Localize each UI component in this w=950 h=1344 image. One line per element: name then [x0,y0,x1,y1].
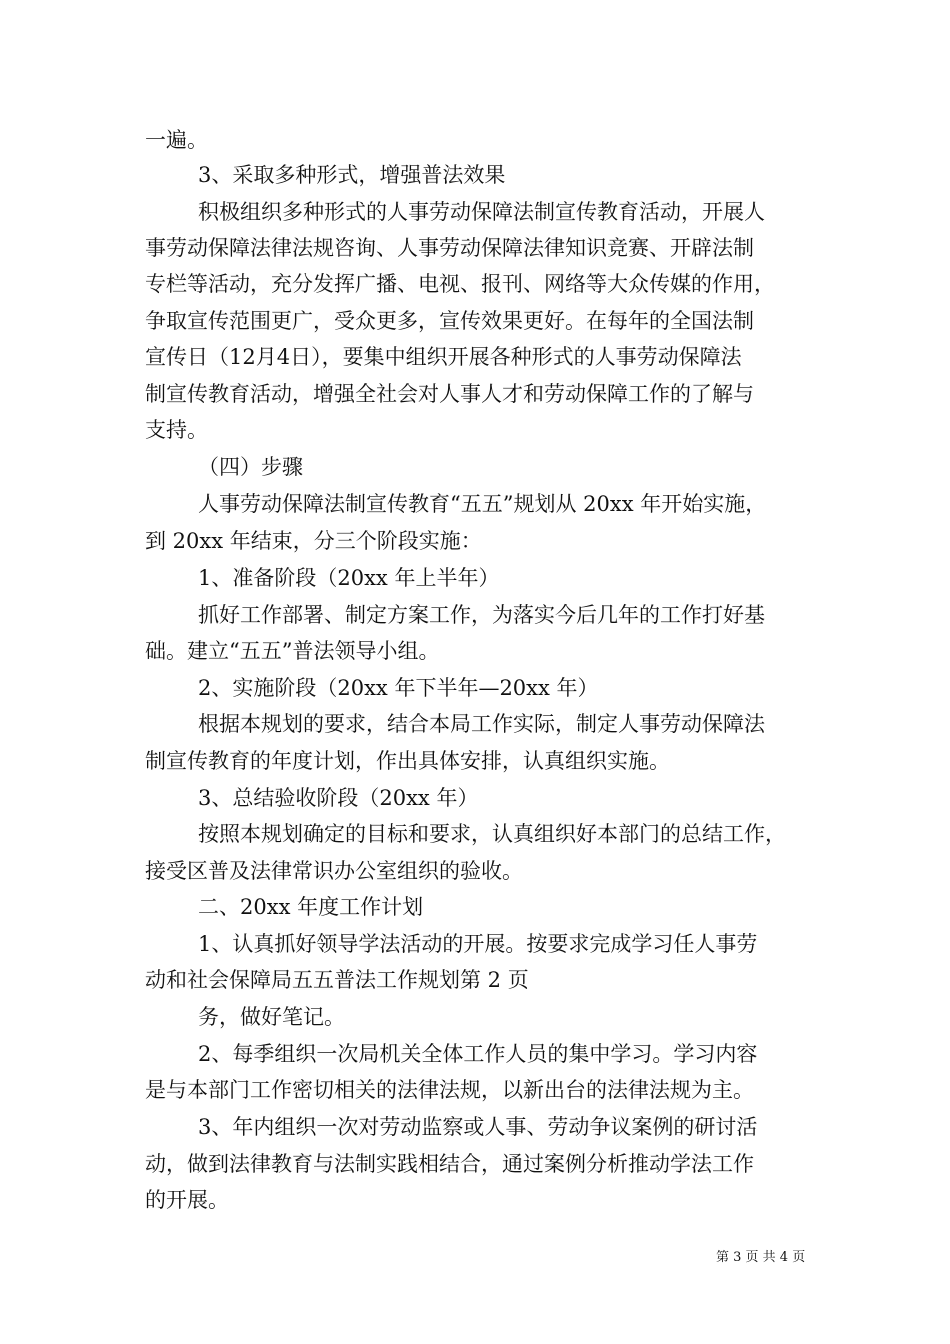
text-line: 宣传日（12月4日），要集中组织开展各种形式的人事劳动保障法 [145,345,742,369]
text-line: 到 20xx 年结束，分三个阶段实施： [145,529,482,553]
text-line: 础。建立“五五”普法领导小组。 [145,639,440,663]
text-line: 制宣传教育活动，增强全社会对人事人才和劳动保障工作的了解与 [145,382,754,406]
page-number: 第 3 页 共 4 页 [716,1250,806,1265]
text-line: 务，做好笔记。 [198,1005,345,1029]
text-line: 制宣传教育的年度计划，作出具体安排，认真组织实施。 [145,749,670,773]
text-line: 3、采取多种形式，增强普法效果 [198,163,506,187]
text-line: 1、准备阶段（20xx 年上半年） [198,566,500,590]
text-line: 人事劳动保障法制宣传教育“五五”规划从 20xx 年开始实施， [198,492,767,516]
text-line: 支持。 [145,418,208,442]
text-line: 接受区普及法律常识办公室组织的验收。 [145,859,523,883]
text-line: 专栏等活动，充分发挥广播、电视、报刊、网络等大众传媒的作用， [145,272,775,296]
text-line: 3、年内组织一次对劳动监察或人事、劳动争议案例的研讨活 [198,1115,758,1139]
text-line: 抓好工作部署、制定方案工作，为落实今后几年的工作打好基 [198,603,765,627]
text-line: 1、认真抓好领导学法活动的开展。按要求完成学习任人事劳 [198,932,758,956]
text-line: 事劳动保障法律法规咨询、人事劳动保障法律知识竞赛、开辟法制 [145,236,754,260]
text-line: 一遍。 [145,128,208,152]
text-line: 动和社会保障局五五普法工作规划第 2 页 [145,968,529,992]
text-line: 动，做到法律教育与法制实践相结合，通过案例分析推动学法工作 [145,1152,754,1176]
text-line: 按照本规划确定的目标和要求，认真组织好本部门的总结工作， [198,822,786,846]
text-line: 的开展。 [145,1188,229,1212]
text-line: 争取宣传范围更广，受众更多，宣传效果更好。在每年的全国法制 [145,309,754,333]
text-line: 根据本规划的要求，结合本局工作实际，制定人事劳动保障法 [198,712,765,736]
text-line: 3、总结验收阶段（20xx 年） [198,786,479,810]
text-line: 积极组织多种形式的人事劳动保障法制宣传教育活动，开展人 [198,200,765,224]
text-line: 2、每季组织一次局机关全体工作人员的集中学习。学习内容 [198,1042,758,1066]
section-heading: （四）步骤 [198,455,303,479]
text-line: 是与本部门工作密切相关的法律法规，以新出台的法律法规为主。 [145,1078,754,1102]
section-heading: 二、20xx 年度工作计划 [198,895,424,919]
text-line: 2、实施阶段（20xx 年下半年—20xx 年） [198,676,599,700]
